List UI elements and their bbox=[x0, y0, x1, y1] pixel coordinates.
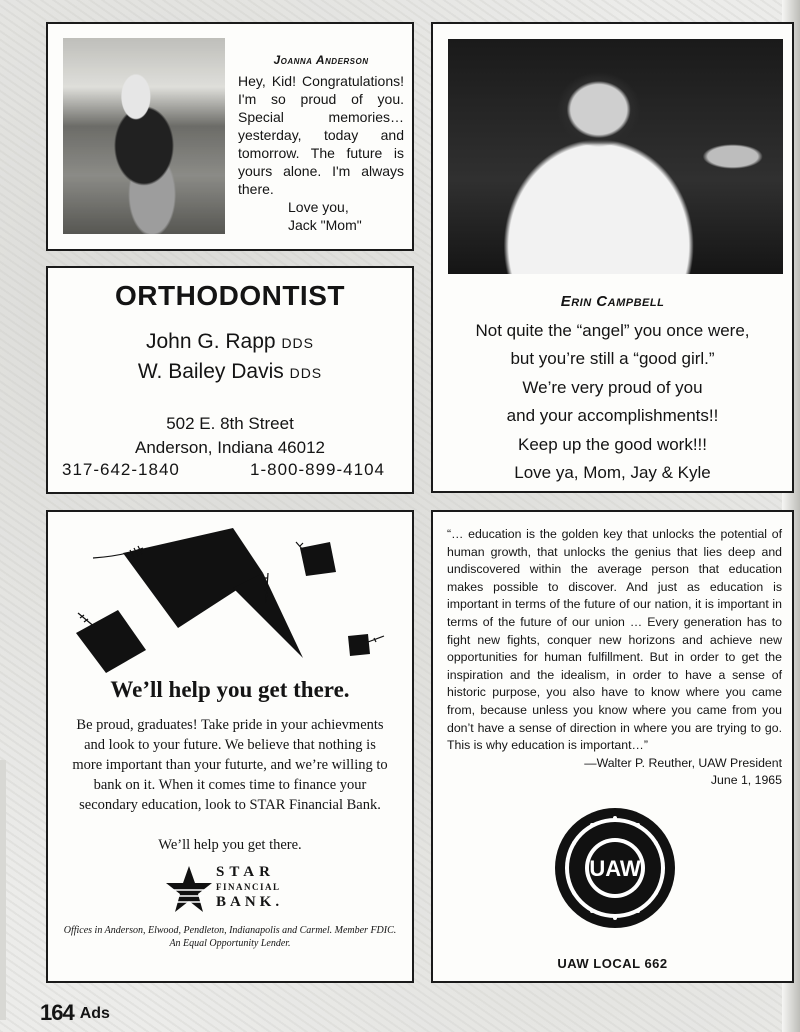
page-folio bbox=[40, 992, 110, 1026]
logo-word-financial: FINANCIAL bbox=[216, 882, 281, 892]
ad-message: Hey, Kid! Congratulations! I'm so proud of you. Special memories… yesterday, today and tomorrow. The future is yours alone. I'm always there. bbox=[238, 73, 404, 197]
degree-suffix: DDS bbox=[289, 365, 323, 381]
message-line: Keep up the good work!!! bbox=[517, 434, 708, 454]
grad-cap-large bbox=[123, 528, 263, 628]
angel-photo bbox=[448, 39, 783, 274]
tassel bbox=[78, 613, 96, 628]
star-logo-icon bbox=[166, 864, 212, 914]
signoff-line: Love you, bbox=[288, 199, 349, 215]
doctor-name bbox=[48, 360, 412, 384]
joanna-message-block bbox=[238, 51, 404, 234]
ad-recipient-name: Erin Campbell bbox=[560, 293, 665, 310]
orthodontist-ad bbox=[46, 266, 414, 494]
margin-strip bbox=[0, 760, 6, 1020]
grad-cap-tiny bbox=[348, 634, 370, 656]
uaw-local-ad bbox=[431, 510, 794, 983]
ad-sponsor-name: UAW LOCAL 662 bbox=[557, 956, 668, 971]
uaw-emblem-icon bbox=[553, 806, 677, 930]
local-phone: 317-642-1840 bbox=[62, 460, 180, 479]
doctor-name-text: John G. Rapp bbox=[146, 330, 276, 353]
page-number: 164 bbox=[40, 1000, 74, 1025]
erin-message-block bbox=[433, 288, 792, 488]
quote-date: June 1, 1965 bbox=[710, 773, 782, 788]
signoff-signature: Jack "Mom" bbox=[288, 217, 362, 233]
star-financial-ad bbox=[46, 510, 414, 983]
erin-campbell-ad bbox=[431, 22, 794, 493]
graduation-caps-illustration bbox=[68, 518, 398, 678]
logo-word-bank: BANK. bbox=[216, 894, 284, 910]
ad-title: ORTHODONTIST bbox=[115, 280, 345, 311]
message-line: We’re very proud of you bbox=[522, 377, 703, 397]
doctor-name-text: W. Bailey Davis bbox=[137, 360, 284, 383]
message-line: Love ya, Mom, Jay & Kyle bbox=[514, 463, 711, 482]
ad-fine-print: Offices in Anderson, Elwood, Pendleton, Indianapolis and Carmel. Member FDIC. An Equal Opportunity Lender. bbox=[63, 925, 397, 949]
logo-word-star: STAR bbox=[216, 864, 275, 880]
message-line: Not quite the “angel” you once were, bbox=[475, 320, 750, 340]
uaw-emblem-text: UAW bbox=[589, 856, 641, 881]
city-address: Anderson, Indiana 46012 bbox=[135, 438, 325, 457]
tollfree-phone: 1-800-899-4104 bbox=[250, 460, 385, 479]
joanna-anderson-ad bbox=[46, 22, 414, 251]
star-bank-logo bbox=[166, 864, 296, 920]
ad-headline: We’ll help you get there. bbox=[110, 677, 350, 702]
degree-suffix: DDS bbox=[281, 335, 314, 351]
tassel bbox=[368, 636, 384, 642]
ad-tagline: We’ll help you get there. bbox=[158, 837, 302, 853]
doctor-name bbox=[48, 330, 412, 354]
grad-cap-small bbox=[300, 542, 336, 576]
reuther-quote-block bbox=[447, 526, 782, 790]
child-photo bbox=[63, 38, 225, 234]
message-line: but you’re still a “good girl.” bbox=[510, 349, 715, 368]
grad-cap-piece bbox=[233, 573, 303, 658]
street-address: 502 E. 8th Street bbox=[166, 414, 294, 433]
section-label: Ads bbox=[79, 1005, 110, 1022]
ad-recipient-name: Joanna Anderson bbox=[273, 53, 369, 67]
message-line: and your accomplishments!! bbox=[506, 406, 719, 425]
quote-attribution: —Walter P. Reuther, UAW President bbox=[584, 755, 782, 770]
quote-text: “… education is the golden key that unlocks the potential of human growth, that unlocks the genius that lies deep and undiscovered within the average person that education makes possible to discover. And just as education is important in terms of the future of our nation, it is important in terms of the future of our union … Every generation has to fight new fights, conquer new horizons and achieve new opportunities for human fulfillment. But in order to get the inspiration and the idealism, in order to have a sense of historic purpose, you also have to know where you came from, because unless you know where you came from you don’t have a sense of direction in where you are trying to go. This is why education is important…” bbox=[447, 527, 782, 753]
ad-body-text: Be proud, graduates! Take pride in your achievments and look to your future. We believe that nothing is more important than your futurte, and we’re willing to bank on it. When it comes time to finance your secondary education, look to STAR Financial Bank. bbox=[72, 717, 388, 813]
